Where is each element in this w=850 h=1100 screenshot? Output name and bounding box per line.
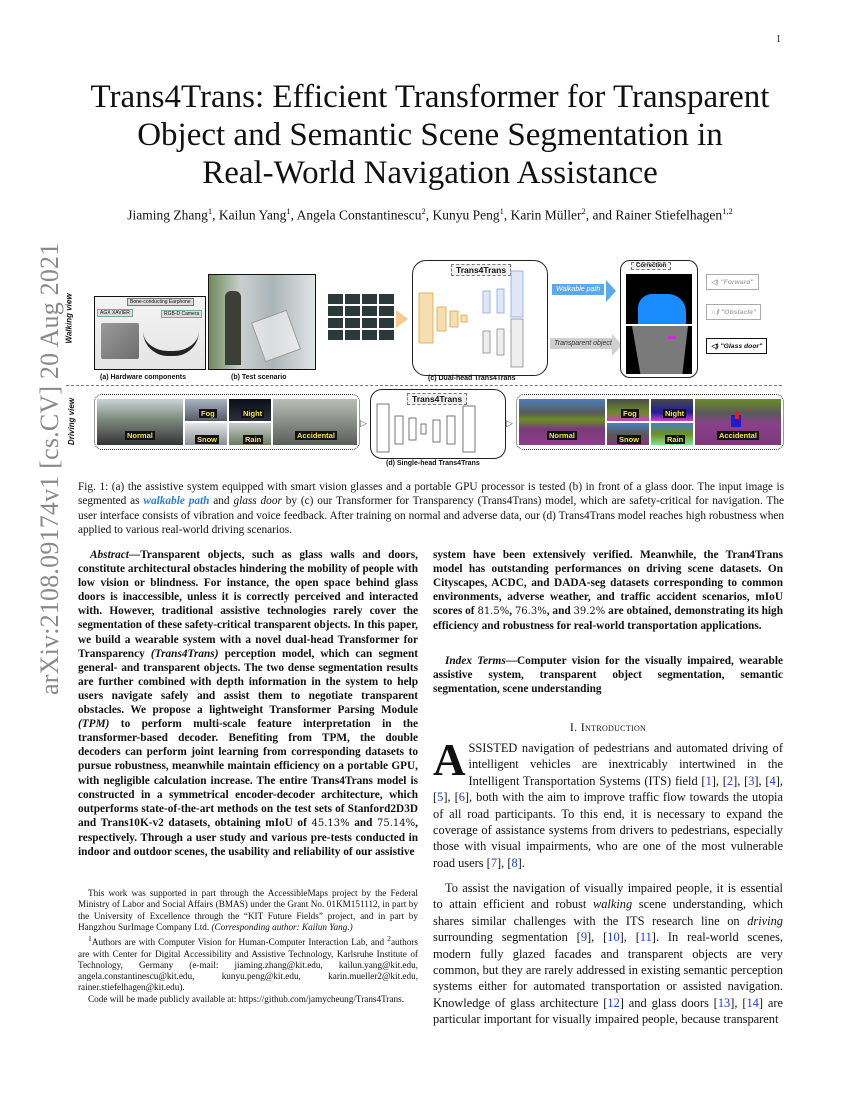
subcaption-d: (d) Single-head Trans4Trans [386, 460, 480, 467]
abstract-text: , respectively. Through a user study and various pre-tests conducted in indoor and outdoor scenes, the usability and reliability of our assistive [78, 816, 418, 858]
scene-label: Normal [127, 431, 153, 440]
body-text: ] are particular important for visually impaired people, because transparent [433, 995, 783, 1027]
correction-tag: Correction [631, 262, 671, 270]
person-figure [225, 291, 241, 365]
scene-night-output [651, 399, 693, 421]
citation-link[interactable]: 10 [607, 930, 620, 945]
walkable-path-arrow: Walkable path [552, 284, 604, 295]
citation-link[interactable]: 6 [458, 790, 465, 805]
dual-head-architecture-diagram [413, 261, 547, 375]
scene-label: Night [665, 409, 685, 418]
subcaption-b: (b) Test scenario [231, 374, 287, 381]
body-text: driving [747, 913, 783, 928]
body-text: walking [592, 897, 633, 912]
floor-region [632, 326, 688, 374]
model-tag: Trans4Trans [407, 393, 467, 405]
footnote-text: (Corresponding author: Kailun Yang.) [211, 921, 353, 932]
single-head-model-box [370, 389, 506, 459]
dual-head-model-box [412, 260, 548, 376]
driving-view-label: Driving view [67, 397, 77, 446]
citation-link[interactable]: 2 [726, 773, 734, 788]
bubble-text: "Obstacle" [720, 309, 757, 316]
metric-value: 45.13% [311, 817, 350, 829]
title-line: Object and Semantic Scene Segmentation in [137, 117, 723, 153]
body-text: surrounding segmentation [ [433, 930, 581, 945]
abstract-continued [433, 548, 783, 634]
speaker-icon: ◁) [711, 279, 719, 286]
citation-link[interactable]: 7 [490, 855, 498, 870]
scene-fog-output [607, 399, 649, 421]
citation-link[interactable]: 11 [639, 930, 652, 945]
citation-link[interactable]: 8 [511, 855, 518, 870]
arrow-right-icon: ▷ [506, 418, 513, 428]
affiliation-mark: 2 [421, 206, 426, 216]
transparent-mask [626, 326, 692, 374]
conjunction: and [592, 207, 612, 223]
scene-normal-output [519, 399, 605, 445]
earphone-label: Bone-conducting Earphone [127, 298, 194, 306]
author: Jiaming Zhang [127, 207, 208, 223]
abstract-label: Abstract [90, 549, 129, 561]
body-text: SSISTED navigation of pedestrians and automated driving of intelligent vehicles are inextricably intertwined in the Intelligent Transportation Systems (ITS) field [ [468, 741, 783, 788]
glass-door-region [668, 336, 676, 339]
input-arrow-icon [396, 310, 408, 328]
scene-label: Fog [623, 409, 637, 418]
abstract-text: , and [546, 605, 574, 618]
correction-box [620, 260, 698, 378]
author: Angela Constantinescu [296, 207, 422, 223]
feedback-bubble-obstacle [706, 304, 761, 320]
scene-snow-output [607, 423, 649, 445]
scene-accidental-input [273, 399, 357, 445]
scene-label: Accidental [297, 431, 335, 440]
caption-text: by (c) our Transformer for Transparency (Trans4Trans) model, which are safety-critical for navigation. The user interface consists of vibration and voice feedback. After training on normal and adverse data, our (d) Trans4Trans model reaches high robustness when applied to various real-world driving scenarios. [78, 495, 784, 536]
headphone-vibration-icon: ∩≬ [711, 309, 720, 316]
abstract-text: , [509, 605, 515, 618]
body-text: . In real-world scenes, modern fully glazed facades and transparent objects are very common, but they are rarely addressed in existing semantic perception systems either for automated transportation or assisted navigation. Knowledge of glass architecture [ [433, 930, 783, 1010]
bubble-text: "Glass door" [720, 343, 763, 350]
abstract-text: are obtained, demonstrating its high efficiency and robustness for real-world transportation applications. [433, 605, 783, 633]
citation-link[interactable]: 5 [437, 790, 444, 805]
metric-value: 81.5% [477, 606, 510, 618]
scene-rain-input [229, 423, 271, 445]
citation-link[interactable]: 4 [769, 773, 776, 788]
title-line: Trans4Trans: Efficient Transformer for Transparent [90, 79, 770, 115]
citation-link[interactable]: 1 [705, 773, 712, 788]
walking-view-label: Walking view [64, 293, 74, 344]
author: Kunyu Peng [432, 207, 500, 223]
scene-label: Accidental [719, 431, 757, 440]
caption-glass-door: glass door [233, 495, 282, 508]
metric-value: 75.14% [377, 817, 416, 829]
affiliation-mark: 2 [387, 934, 391, 944]
citation-link[interactable]: 14 [746, 995, 759, 1010]
smart-glasses [143, 331, 199, 356]
footnote-code: Code will be made publicly available at: https://github.com/jamycheung/Trans4Trans. [88, 993, 404, 1004]
author: Karin Müller [510, 207, 582, 223]
body-text: ], both with the aim to improve traffic flow towards the utopia of all road participants. To this end, it is necessary to expand the coverage of assistance systems from drivers to pedestrians, especially those with visual impairments, who are one of the most vulnerable road users [ [433, 790, 783, 870]
scene-label: Night [243, 409, 263, 418]
index-terms-text: —Computer vision for the visually impaired, wearable assistive system, transparent object segmentation, semantic segmentation, scene understanding [433, 655, 783, 696]
scene-accidental-output [695, 399, 781, 445]
caption-text: Fig. 1: (a) the assistive system equipped with smart vision glasses and a portable GPU processor is tested (b) in front of a glass door. The input image is segmented as [78, 481, 784, 508]
footnotes [78, 888, 418, 1005]
agx-label: AGX XAVIER [97, 309, 133, 317]
subcaption-c: (c) Dual-head Trans4Trans [428, 375, 516, 382]
transparent-object-arrow: Transparent object [550, 338, 616, 349]
affiliation-mark: 1 [207, 206, 213, 216]
caption-walkable-path: walkable path [143, 495, 210, 508]
model-tag: Trans4Trans [451, 264, 511, 276]
single-head-architecture-diagram [371, 390, 505, 458]
scene-snow-input [185, 423, 227, 445]
body-text: ] and glass doors [ [619, 995, 718, 1010]
abstract-text: (TPM) [78, 718, 110, 731]
figure-caption [78, 480, 784, 537]
subcaption-a: (a) Hardware components [100, 374, 186, 381]
abstract-text: and [349, 816, 378, 829]
author: Kailun Yang [218, 207, 287, 223]
caption-text: and [209, 495, 234, 508]
camera-label: RGB-D Camera [161, 310, 202, 318]
scene-label: Snow [197, 435, 217, 444]
index-terms-label: Index Terms [445, 655, 506, 667]
agx-xavier-device [101, 323, 139, 359]
abstract-text: perception model, which can segment general- and transparent objects. The two dense segmentation results are further combined with depth information in the system to help users navigate safely and assist them to negotiate transparent obstacles. We propose a lightweight Transformer Parsing Module [78, 647, 418, 717]
body-text: scene understanding, which shares similar challenges with the ITS research line on [433, 897, 783, 928]
driving-input-box [94, 394, 360, 450]
affiliation-mark: 1 [88, 934, 92, 944]
walkable-mask [626, 274, 692, 324]
drop-cap: A [433, 735, 466, 785]
title-line: Real-World Navigation Assistance [202, 155, 658, 191]
affiliation-mark: 1 [499, 206, 504, 216]
footnote-text: authors are with Center for Digital Accessibility and Assistive Technology, Karlsruhe Institute of Technology, Germany (e-mail: jiaming.zhang@kit.edu, kailun.yang@kit.edu, angela.constantinescu@kit.edu, kunyu.peng@kit.edu, karin.mueller2@kit.edu, rainer.stiefelhagen@kit.edu). [78, 937, 418, 993]
scene-fog-input [185, 399, 227, 421]
metric-value: 76.3% [514, 606, 547, 618]
abstract-text: system have been extensively verified. Meanwhile, the Tran4Trans model has outstanding performances on driving scene datasets. On Cityscapes, ACDC, and DADA-seg datasets corresponding to common environments, adverse weather, and traffic accident scenarios, mIoU scores of [433, 549, 783, 618]
citation-link[interactable]: 12 [607, 995, 620, 1010]
test-scenario-photo [208, 274, 316, 370]
rider-region [735, 411, 739, 419]
affiliation-mark: 1 [286, 206, 291, 216]
citation-link[interactable]: 9 [580, 930, 588, 945]
arxiv-stamp: arXiv:2108.09174v1 [cs.CV] 20 Aug 2021 [35, 242, 64, 695]
footnote-funding [78, 888, 418, 933]
walkable-region [638, 294, 686, 324]
arrow-right-icon: ▷ [360, 418, 367, 428]
speaker-icon: ◁) [711, 343, 719, 350]
page-number: 1 [776, 34, 781, 45]
introduction-paragraph-2: To assist the navigation of visually impaired people, it is essential to attain efficient and robust walking scene understanding, which shares similar challenges with the ITS research line on driving surrounding segmentation [9], [10], [11]. In real-world scenes, modern fully glazed facades and transparent objects are very common, but they are rarely addressed in existing semantic perception systems either for automated transportation or assisted navigation. Knowledge of glass architecture [12] and glass doors [13], [14] are particular important for visually impaired people, because transparent [433, 881, 783, 1027]
body-text: To assist the navigation of visually impaired people, it is essential to attain efficient and robust [433, 881, 783, 912]
footnote-text: Authors are with Computer Vision for Human-Computer Interaction Lab, and [91, 937, 388, 948]
affiliation-mark: 2 [581, 206, 586, 216]
author: Rainer Stiefelhagen [615, 207, 723, 223]
driving-output-box [516, 394, 784, 450]
abstract-text: (Trans4Trans) [150, 647, 219, 660]
footnote-affiliations [78, 933, 418, 994]
scene-rain-output [651, 423, 693, 445]
scene-label: Fog [201, 409, 215, 418]
figure-1 [66, 252, 786, 470]
abstract-text: to perform multi-scale feature interpretation in the transformer-based decoder. Benefiting from TPM, the double decoders can perform joint learning from corresponding datasets to pursue robustness, meanwhile maintain efficiency on a portable GPU, with negligible calculation increase. The entire Trans4Trans model is constructed in a symmetrical encoder-decoder architecture, which outperforms state-of-the-art methods on the test sets of Stanford2D3D and Trans10K-v2 datasets, obtaining mIoU of [78, 718, 418, 829]
scene-night-input [229, 399, 271, 421]
hardware-photo [94, 296, 206, 370]
feedback-bubble-forward [706, 274, 759, 290]
scene-normal-input [97, 399, 183, 445]
citation-link[interactable]: 3 [748, 773, 755, 788]
scene-label: Rain [667, 435, 684, 444]
scene-label: Snow [619, 435, 639, 444]
metric-value: 39.2% [573, 606, 606, 618]
abstract [78, 548, 418, 859]
scene-label: Rain [245, 435, 262, 444]
citation-link[interactable]: 13 [717, 995, 731, 1010]
walkable-arrow-head-icon [606, 280, 616, 302]
scene-label: Normal [549, 431, 575, 440]
introduction-paragraph-1: ASSISTED navigation of pedestrians and automated driving of intelligent vehicles are inextricably intertwined in the Intelligent Transportation Systems (ITS) field [1], [2], [3], [4], [5], [6], both with the aim to improve traffic flow towards the utopia of all road participants. To this end, it is necessary to expand the coverage of assistance systems from drivers to pedestrians, especially those with visual impairments, who are one of the most vulnerable road users [7], [8]. [433, 735, 783, 870]
affiliation-mark: 1,2 [722, 206, 733, 216]
section-heading-introduction: I. Introduction [569, 720, 647, 734]
glass-door-highlight [251, 310, 301, 362]
footnote-text: This work was supported in part through the AccessibleMaps project by the Federal Ministry of Labor and Social Affairs (BMAS) under the Grant No. 01KM151112, in part by the University of Excellence through the “KIT Future Fields” project, and in part by Hangzhou SurImage Company Ltd. [78, 888, 418, 932]
paper-title [60, 78, 800, 192]
glass-patch-grid [328, 292, 394, 340]
index-terms [433, 654, 783, 696]
author-list: Jiaming Zhang$^1$, Kailun Yang$^1$, Angela Constantinescu$^2$, Kunyu Peng$^1$, Karin Müller$^2$, and Rainer Stiefelhagen$^{1,2}$ [127, 206, 733, 223]
bubble-text: "Forward" [720, 279, 754, 286]
view-separator [66, 385, 782, 386]
abstract-text: —Transparent objects, such as glass walls and doors, constitute architectural obstacles hindering the mobility of people with low vision or blindness. For instance, the open space behind glass doors is inaccessible, unless it is correctly perceived and interacted with. However, traditional assistive technologies rarely cover the segmentation of these safety-critical transparent objects. In this paper, we build a wearable system with a novel dual-head Transformer for Transparency [78, 549, 418, 660]
feedback-bubble-glass-door [706, 338, 767, 354]
